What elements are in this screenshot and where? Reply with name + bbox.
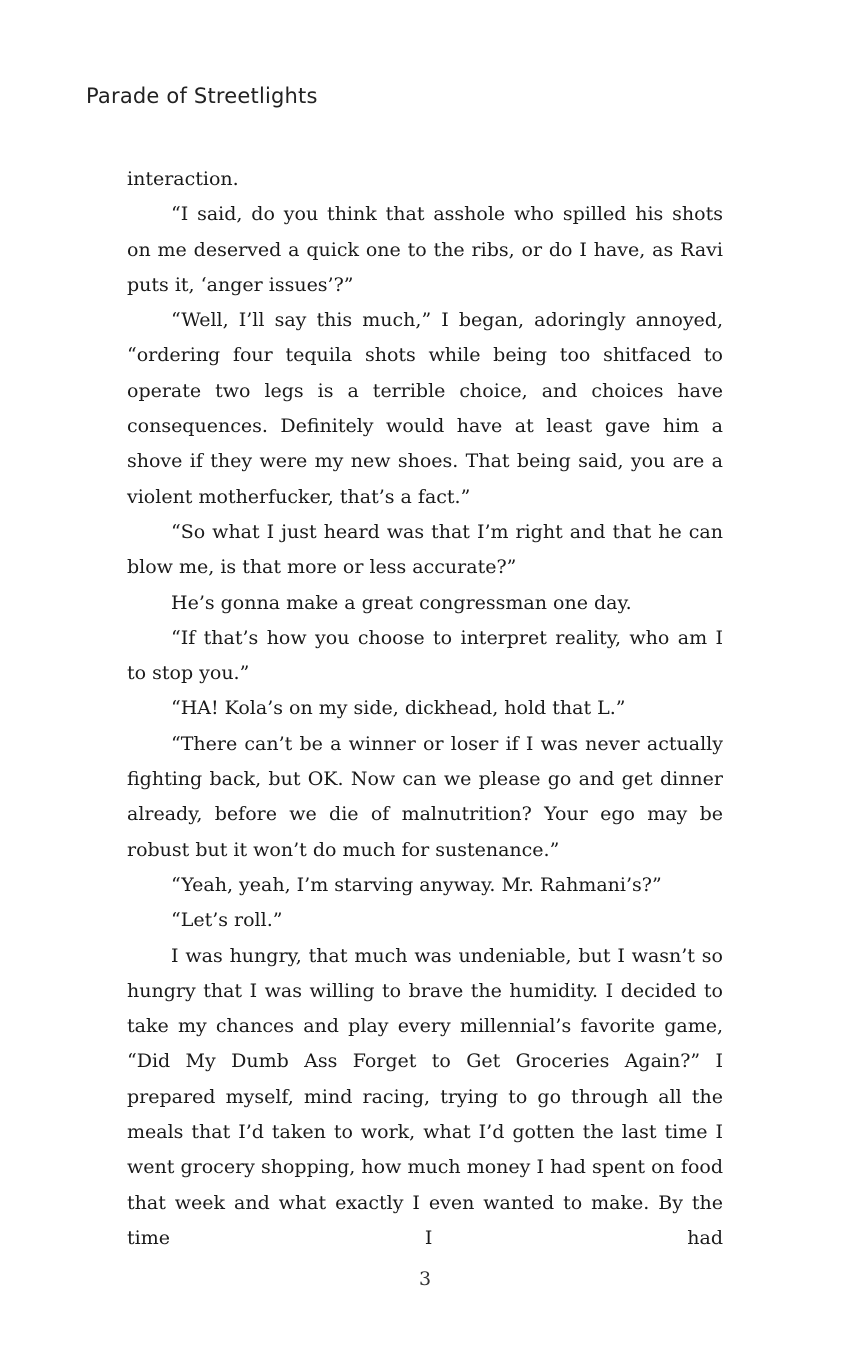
paragraph-6: “If that’s how you choose to interpret reality, who am I to stop you.” <box>127 626 723 685</box>
paragraph-11: I was hungry, that much was undeniable, but I wasn’t so hungry that I was willing to brave the humidity. I decided to take my chances and play every millennial’s favorite game, “Did My Dumb Ass Forget to Get Groceries Again?” I prepared myself, mind racing, trying to go through all the meals that I’d taken to work, what I’d gotten the last time I went grocery shopping, how much money I had spent on food that week and what exactly I even wanted to make. By the time I had <box>127 944 723 1249</box>
running-head-title: Parade of Streetlights <box>86 84 318 108</box>
body-text <box>127 162 723 1256</box>
page-number: 3 <box>418 1268 432 1290</box>
paragraph-4: “So what I just heard was that I’m right and that he can blow me, is that more or less accurate?” <box>127 520 723 579</box>
paragraph-5: He’s gonna make a great congressman one day. <box>171 591 632 614</box>
paragraph-3: “Well, I’ll say this much,” I began, adoringly annoyed, “ordering four tequila shots while being too shitfaced to operate two legs is a terrible choice, and choices have consequences. Definitely would have at least gave him a shove if they were my new shoes. That being said, you are a violent motherfucker, that’s a fact.” <box>127 309 723 508</box>
paragraph-9: “Yeah, yeah, I’m starving anyway. Mr. Rahmani’s?” <box>171 873 662 896</box>
paragraph-8: “There can’t be a winner or loser if I was never actually fighting back, but OK. Now can we please go and get dinner already, before we die of malnutrition? Your ego may be robust but it won’t do much for sustenance.” <box>127 732 723 861</box>
paragraph-1: interaction. <box>127 168 239 190</box>
paragraph-10: “Let’s roll.” <box>171 909 283 932</box>
paragraph-7: “HA! Kola’s on my side, dickhead, hold that L.” <box>171 697 626 720</box>
paragraph-2: “I said, do you think that asshole who spilled his shots on me deserved a quick one to the ribs, or do I have, as Ravi puts it, ‘anger issues’?” <box>127 203 723 296</box>
